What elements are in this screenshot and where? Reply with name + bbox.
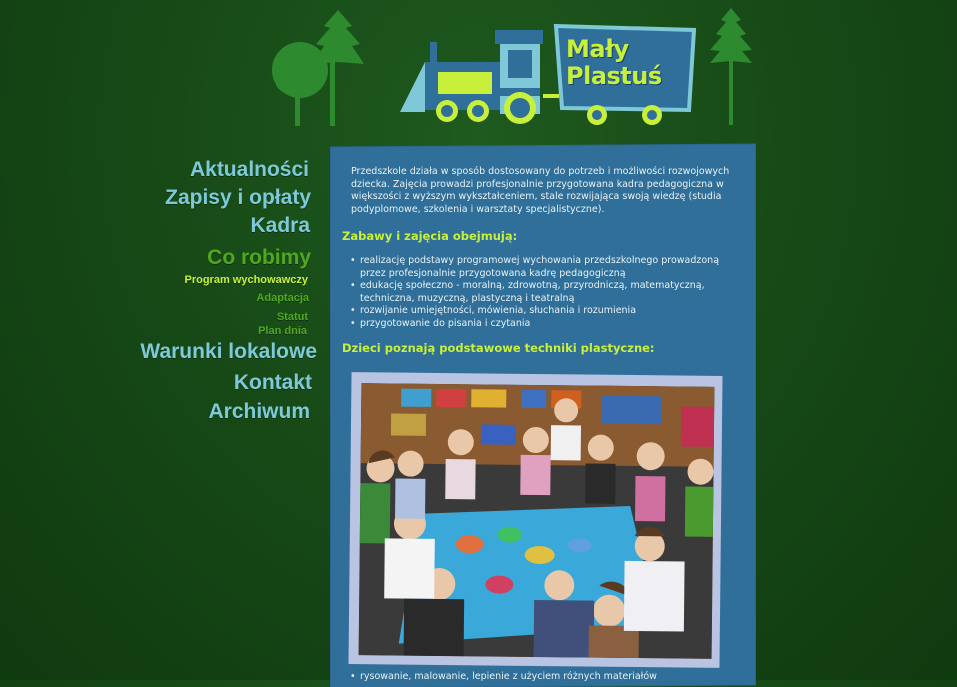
train-icon: [400, 30, 559, 124]
heading-techniques: Dzieci poznają podstawowe techniki plastyczne:: [342, 341, 655, 355]
list-item: • realizację podstawy programowej wychowania przedszkolnego prowadzoną przez profesjonalnie przygotowana kadrę pedagogiczną: [360, 255, 740, 280]
nav-sub-adaptacja[interactable]: Adaptacja: [256, 292, 309, 304]
techniques-list: [343, 671, 740, 684]
site-logo[interactable]: [566, 36, 686, 90]
logo-line2: Plastuś: [566, 62, 662, 90]
nav-sub-statut[interactable]: Statut: [276, 311, 308, 323]
nav-sub-program[interactable]: Program wychowawczy: [184, 274, 308, 286]
header: [0, 0, 957, 140]
intro-paragraph: Przedszkole działa w sposób dostosowany do potrzeb i możliwości rozwojowych dziecka. Zajęcia prowadzi profesjonalnie przygotowana kadra pedagogiczna w większości z wyższym wykształceniem, stale rozwijająca swoją wiedzę (studia podyplomowe, szkolenia i warsztaty specjalistyczne).: [351, 166, 730, 215]
tree-icon: [710, 8, 752, 125]
nav-item-aktualnosci[interactable]: Aktualności: [189, 158, 309, 181]
tree-icon: [272, 10, 364, 126]
header-illustration: [0, 0, 957, 140]
nav-item-archiwum[interactable]: Archiwum: [208, 400, 310, 423]
nav-item-warunki[interactable]: Warunki lokalowe: [140, 340, 317, 363]
nav-item-zapisy[interactable]: Zapisy i opłaty: [165, 186, 311, 209]
list-item: • rysowanie, malowanie, lepienie z użyciem różnych materiałów: [360, 671, 740, 684]
children-photo[interactable]: [359, 383, 715, 659]
nav-item-kadra[interactable]: Kadra: [250, 214, 310, 237]
heading-activities: Zabawy i zajęcia obejmują:: [342, 229, 518, 243]
list-item: • edukację społeczno - moralną, zdrowotną, przyrodniczą, matematyczną, techniczna, muzyczną, plastyczną i teatralną: [360, 280, 740, 305]
nav-sub-plan-dnia[interactable]: Plan dnia: [258, 325, 307, 337]
activities-list: [343, 255, 740, 330]
nav-item-co-robimy[interactable]: Co robimy: [207, 246, 311, 269]
nav-item-kontakt[interactable]: Kontakt: [233, 371, 312, 394]
photo-illustration: [359, 383, 715, 659]
list-item: • rozwijanie umiejętności, mówienia, słuchania i rozumienia: [360, 305, 740, 318]
logo-line1: Mały: [566, 35, 629, 63]
list-item: • przygotowanie do pisania i czytania: [360, 318, 740, 331]
